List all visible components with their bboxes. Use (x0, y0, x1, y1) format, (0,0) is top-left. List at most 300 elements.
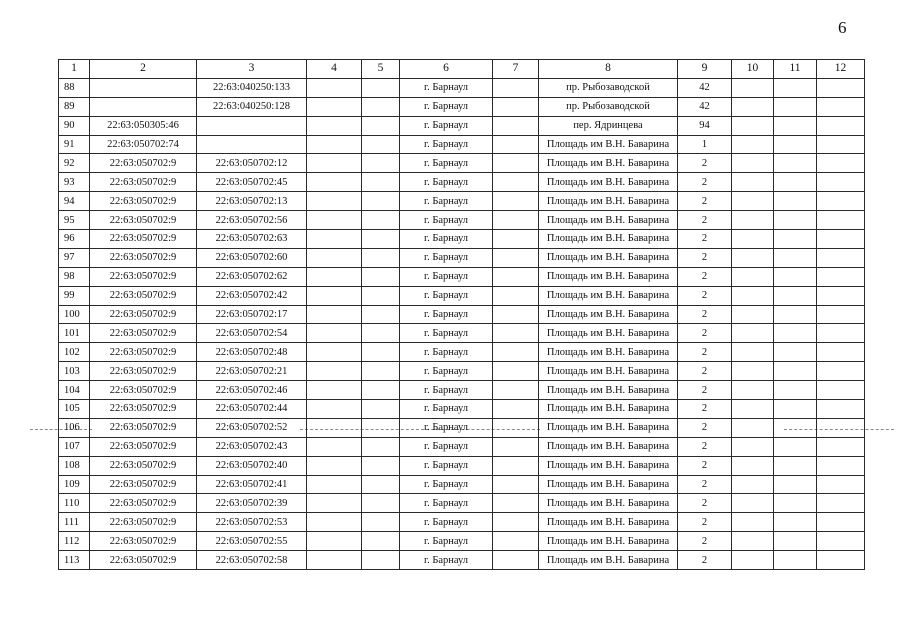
column-header-3: 3 (197, 60, 307, 79)
cell-col-12 (817, 343, 865, 362)
cell-col-12 (817, 305, 865, 324)
cell-col-5 (362, 97, 400, 116)
cell-col-9: 2 (678, 173, 732, 192)
cell-col-6: г. Барнаул (400, 211, 493, 230)
cell-col-9: 2 (678, 343, 732, 362)
column-header-11: 11 (774, 60, 817, 79)
cell-col-3: 22:63:050702:63 (197, 230, 307, 249)
cell-col-4 (307, 551, 362, 570)
cell-col-9: 2 (678, 267, 732, 286)
cell-col-3: 22:63:050702:56 (197, 211, 307, 230)
cell-col-10 (732, 154, 774, 173)
cell-col-1: 103 (59, 362, 90, 381)
cell-col-1: 108 (59, 456, 90, 475)
cell-col-1: 88 (59, 78, 90, 97)
cell-col-7 (493, 154, 539, 173)
cell-col-6: г. Барнаул (400, 475, 493, 494)
cell-col-9: 2 (678, 248, 732, 267)
cell-col-4 (307, 400, 362, 419)
cell-col-9: 42 (678, 78, 732, 97)
cell-col-2: 22:63:050702:9 (90, 211, 197, 230)
cell-col-1: 107 (59, 437, 90, 456)
cell-col-7 (493, 324, 539, 343)
cell-col-12 (817, 154, 865, 173)
cell-col-11 (774, 211, 817, 230)
cell-col-3: 22:63:050702:48 (197, 343, 307, 362)
cell-col-3: 22:63:050702:41 (197, 475, 307, 494)
cell-col-4 (307, 173, 362, 192)
cell-col-3: 22:63:040250:128 (197, 97, 307, 116)
cell-col-12 (817, 551, 865, 570)
cell-col-9: 2 (678, 305, 732, 324)
cell-col-5 (362, 116, 400, 135)
cell-col-4 (307, 494, 362, 513)
cell-col-8: Площадь им В.Н. Баварина (539, 211, 678, 230)
cell-col-3 (197, 116, 307, 135)
cell-col-1: 105 (59, 400, 90, 419)
cell-col-7 (493, 305, 539, 324)
table-row (59, 400, 865, 419)
cell-col-2: 22:63:050702:9 (90, 192, 197, 211)
cell-col-6: г. Барнаул (400, 230, 493, 249)
column-header-2: 2 (90, 60, 197, 79)
cell-col-6: г. Барнаул (400, 267, 493, 286)
cell-col-3: 22:63:050702:53 (197, 513, 307, 532)
cell-col-8: Площадь им В.Н. Баварина (539, 135, 678, 154)
cell-col-3: 22:63:050702:39 (197, 494, 307, 513)
cell-col-7 (493, 78, 539, 97)
cell-col-5 (362, 532, 400, 551)
cell-col-6: г. Барнаул (400, 135, 493, 154)
cell-col-9: 2 (678, 362, 732, 381)
cell-col-4 (307, 343, 362, 362)
cell-col-10 (732, 230, 774, 249)
cell-col-2: 22:63:050702:9 (90, 494, 197, 513)
cell-col-5 (362, 362, 400, 381)
table-row (59, 381, 865, 400)
cell-col-8: Площадь им В.Н. Баварина (539, 154, 678, 173)
cell-col-11 (774, 324, 817, 343)
cell-col-9: 2 (678, 437, 732, 456)
cell-col-10 (732, 513, 774, 532)
cell-col-3: 22:63:040250:133 (197, 78, 307, 97)
cell-col-1: 109 (59, 475, 90, 494)
cell-col-10 (732, 551, 774, 570)
cell-col-6: г. Барнаул (400, 362, 493, 381)
page-number: 6 (838, 18, 847, 37)
cell-col-5 (362, 135, 400, 154)
cell-col-5 (362, 494, 400, 513)
cell-col-10 (732, 305, 774, 324)
cell-col-10 (732, 418, 774, 437)
cell-col-1: 90 (59, 116, 90, 135)
cell-col-8: Площадь им В.Н. Баварина (539, 513, 678, 532)
cell-col-5 (362, 456, 400, 475)
table-row (59, 305, 865, 324)
cell-col-2: 22:63:050702:9 (90, 532, 197, 551)
cell-col-10 (732, 362, 774, 381)
table-row (59, 513, 865, 532)
cell-col-4 (307, 324, 362, 343)
cell-col-5 (362, 305, 400, 324)
cell-col-7 (493, 456, 539, 475)
cell-col-5 (362, 267, 400, 286)
cell-col-4 (307, 418, 362, 437)
cell-col-7 (493, 513, 539, 532)
cell-col-4 (307, 532, 362, 551)
cell-col-3: 22:63:050702:58 (197, 551, 307, 570)
cell-col-2: 22:63:050702:74 (90, 135, 197, 154)
table-row (59, 494, 865, 513)
cell-col-2: 22:63:050702:9 (90, 456, 197, 475)
cell-col-7 (493, 230, 539, 249)
cell-col-10 (732, 173, 774, 192)
cell-col-12 (817, 513, 865, 532)
cell-col-2: 22:63:050702:9 (90, 343, 197, 362)
cell-col-3: 22:63:050702:12 (197, 154, 307, 173)
cell-col-12 (817, 248, 865, 267)
cell-col-12 (817, 532, 865, 551)
cell-col-6: г. Барнаул (400, 192, 493, 211)
cell-col-3: 22:63:050702:40 (197, 456, 307, 475)
cell-col-2: 22:63:050702:9 (90, 324, 197, 343)
cell-col-8: Площадь им В.Н. Баварина (539, 324, 678, 343)
cell-col-6: г. Барнаул (400, 532, 493, 551)
cell-col-11 (774, 135, 817, 154)
cell-col-7 (493, 400, 539, 419)
cell-col-6: г. Барнаул (400, 343, 493, 362)
column-header-8: 8 (539, 60, 678, 79)
cell-col-10 (732, 286, 774, 305)
cell-col-8: Площадь им В.Н. Баварина (539, 381, 678, 400)
cell-col-1: 95 (59, 211, 90, 230)
cell-col-12 (817, 135, 865, 154)
cell-col-4 (307, 381, 362, 400)
cell-col-1: 102 (59, 343, 90, 362)
cell-col-12 (817, 381, 865, 400)
cell-col-11 (774, 305, 817, 324)
cell-col-4 (307, 513, 362, 532)
cell-col-6: г. Барнаул (400, 248, 493, 267)
cell-col-5 (362, 343, 400, 362)
cell-col-4 (307, 135, 362, 154)
cell-col-6: г. Барнаул (400, 324, 493, 343)
cell-col-7 (493, 343, 539, 362)
cell-col-11 (774, 97, 817, 116)
cell-col-10 (732, 97, 774, 116)
cell-col-5 (362, 324, 400, 343)
table-row (59, 532, 865, 551)
cell-col-12 (817, 456, 865, 475)
cell-col-11 (774, 286, 817, 305)
cell-col-11 (774, 78, 817, 97)
cell-col-1: 99 (59, 286, 90, 305)
cell-col-9: 2 (678, 154, 732, 173)
cell-col-6: г. Барнаул (400, 494, 493, 513)
cell-col-11 (774, 513, 817, 532)
table-row (59, 192, 865, 211)
cell-col-12 (817, 494, 865, 513)
table-row (59, 343, 865, 362)
cell-col-2 (90, 97, 197, 116)
cell-col-8: Площадь им В.Н. Баварина (539, 305, 678, 324)
column-header-10: 10 (732, 60, 774, 79)
cell-col-5 (362, 551, 400, 570)
cell-col-10 (732, 248, 774, 267)
cell-col-8: Площадь им В.Н. Баварина (539, 343, 678, 362)
cell-col-7 (493, 362, 539, 381)
table-row (59, 267, 865, 286)
cell-col-8: Площадь им В.Н. Баварина (539, 418, 678, 437)
cell-col-11 (774, 230, 817, 249)
cell-col-10 (732, 267, 774, 286)
cell-col-4 (307, 286, 362, 305)
cell-col-7 (493, 532, 539, 551)
cell-col-6: г. Барнаул (400, 381, 493, 400)
cell-col-9: 1 (678, 135, 732, 154)
cell-col-12 (817, 437, 865, 456)
cell-col-3: 22:63:050702:44 (197, 400, 307, 419)
cell-col-8: Площадь им В.Н. Баварина (539, 551, 678, 570)
cell-col-4 (307, 97, 362, 116)
cell-col-9: 2 (678, 192, 732, 211)
cell-col-12 (817, 286, 865, 305)
cell-col-4 (307, 475, 362, 494)
table-row (59, 362, 865, 381)
cell-col-2: 22:63:050702:9 (90, 381, 197, 400)
cell-col-9: 2 (678, 456, 732, 475)
cell-col-8: Площадь им В.Н. Баварина (539, 475, 678, 494)
cell-col-11 (774, 154, 817, 173)
cell-col-4 (307, 305, 362, 324)
cell-col-9: 2 (678, 324, 732, 343)
table-row (59, 154, 865, 173)
cell-col-5 (362, 211, 400, 230)
table-row (59, 97, 865, 116)
cell-col-12 (817, 324, 865, 343)
cell-col-12 (817, 362, 865, 381)
cell-col-1: 112 (59, 532, 90, 551)
cell-col-4 (307, 248, 362, 267)
column-header-7: 7 (493, 60, 539, 79)
cell-col-10 (732, 116, 774, 135)
cell-col-3: 22:63:050702:43 (197, 437, 307, 456)
column-header-9: 9 (678, 60, 732, 79)
cell-col-9: 2 (678, 230, 732, 249)
cell-col-1: 111 (59, 513, 90, 532)
cell-col-9: 2 (678, 381, 732, 400)
cell-col-4 (307, 154, 362, 173)
cell-col-12 (817, 475, 865, 494)
cell-col-8: пр. Рыбозаводской (539, 97, 678, 116)
cell-col-1: 96 (59, 230, 90, 249)
cell-col-2: 22:63:050702:9 (90, 248, 197, 267)
column-header-12: 12 (817, 60, 865, 79)
cell-col-11 (774, 381, 817, 400)
cell-col-7 (493, 97, 539, 116)
cell-col-12 (817, 173, 865, 192)
cell-col-2: 22:63:050702:9 (90, 437, 197, 456)
cell-col-7 (493, 211, 539, 230)
cell-col-12 (817, 400, 865, 419)
cell-col-1: 94 (59, 192, 90, 211)
cell-col-9: 2 (678, 475, 732, 494)
cell-col-4 (307, 267, 362, 286)
cell-col-6: г. Барнаул (400, 400, 493, 419)
cell-col-12 (817, 192, 865, 211)
cell-col-4 (307, 116, 362, 135)
table-row (59, 211, 865, 230)
cell-col-11 (774, 475, 817, 494)
table-row (59, 324, 865, 343)
cell-col-7 (493, 551, 539, 570)
cell-col-1: 98 (59, 267, 90, 286)
cell-col-1: 110 (59, 494, 90, 513)
column-header-4: 4 (307, 60, 362, 79)
column-header-6: 6 (400, 60, 493, 79)
cell-col-6: г. Барнаул (400, 286, 493, 305)
cell-col-7 (493, 475, 539, 494)
cell-col-3: 22:63:050702:17 (197, 305, 307, 324)
cell-col-3: 22:63:050702:55 (197, 532, 307, 551)
cell-col-10 (732, 211, 774, 230)
table-row (59, 135, 865, 154)
cell-col-9: 2 (678, 532, 732, 551)
cell-col-2: 22:63:050702:9 (90, 154, 197, 173)
table-row (59, 230, 865, 249)
cell-col-1: 104 (59, 381, 90, 400)
cell-col-5 (362, 192, 400, 211)
cell-col-10 (732, 437, 774, 456)
cell-col-6: г. Барнаул (400, 154, 493, 173)
cell-col-1: 93 (59, 173, 90, 192)
cell-col-11 (774, 494, 817, 513)
cell-col-7 (493, 135, 539, 154)
cell-col-2: 22:63:050702:9 (90, 267, 197, 286)
cell-col-2: 22:63:050702:9 (90, 475, 197, 494)
cell-col-7 (493, 286, 539, 305)
cell-col-9: 2 (678, 400, 732, 419)
cell-col-11 (774, 456, 817, 475)
cell-col-8: Площадь им В.Н. Баварина (539, 173, 678, 192)
cell-col-4 (307, 78, 362, 97)
cell-col-7 (493, 116, 539, 135)
cell-col-4 (307, 437, 362, 456)
cell-col-5 (362, 381, 400, 400)
cell-col-3: 22:63:050702:45 (197, 173, 307, 192)
cell-col-8: Площадь им В.Н. Баварина (539, 437, 678, 456)
cell-col-6: г. Барнаул (400, 97, 493, 116)
cell-col-6: г. Барнаул (400, 456, 493, 475)
cell-col-1: 101 (59, 324, 90, 343)
cell-col-5 (362, 173, 400, 192)
table-body (59, 78, 865, 569)
cell-col-4 (307, 362, 362, 381)
cell-col-5 (362, 248, 400, 267)
cell-col-6: г. Барнаул (400, 551, 493, 570)
cell-col-10 (732, 456, 774, 475)
table-row (59, 437, 865, 456)
cell-col-5 (362, 286, 400, 305)
cell-col-9: 42 (678, 97, 732, 116)
cell-col-3: 22:63:050702:21 (197, 362, 307, 381)
cell-col-8: Площадь им В.Н. Баварина (539, 400, 678, 419)
cell-col-8: Площадь им В.Н. Баварина (539, 456, 678, 475)
header-row (59, 60, 865, 79)
cell-col-10 (732, 135, 774, 154)
cell-col-7 (493, 173, 539, 192)
cell-col-11 (774, 116, 817, 135)
cell-col-4 (307, 456, 362, 475)
cell-col-11 (774, 173, 817, 192)
cell-col-1: 91 (59, 135, 90, 154)
cell-col-6: г. Барнаул (400, 437, 493, 456)
cell-col-6: г. Барнаул (400, 305, 493, 324)
cell-col-7 (493, 248, 539, 267)
cell-col-10 (732, 475, 774, 494)
cell-col-3: 22:63:050702:52 (197, 418, 307, 437)
register-table (58, 59, 865, 570)
cell-col-5 (362, 78, 400, 97)
table-row (59, 456, 865, 475)
cell-col-3: 22:63:050702:62 (197, 267, 307, 286)
cell-col-1: 89 (59, 97, 90, 116)
cell-col-2: 22:63:050702:9 (90, 551, 197, 570)
table-row (59, 475, 865, 494)
cell-col-6: г. Барнаул (400, 513, 493, 532)
cell-col-2: 22:63:050702:9 (90, 173, 197, 192)
table-row (59, 116, 865, 135)
cell-col-6: г. Барнаул (400, 116, 493, 135)
cell-col-6: г. Барнаул (400, 418, 493, 437)
cell-col-11 (774, 400, 817, 419)
cell-col-3: 22:63:050702:13 (197, 192, 307, 211)
cell-col-11 (774, 267, 817, 286)
cell-col-5 (362, 513, 400, 532)
cell-col-2: 22:63:050305:46 (90, 116, 197, 135)
cell-col-4 (307, 211, 362, 230)
table-header (59, 60, 865, 79)
cell-col-8: Площадь им В.Н. Баварина (539, 192, 678, 211)
cell-col-1: 92 (59, 154, 90, 173)
cell-col-10 (732, 324, 774, 343)
cell-col-9: 2 (678, 513, 732, 532)
table-row (59, 248, 865, 267)
cell-col-3: 22:63:050702:54 (197, 324, 307, 343)
cell-col-5 (362, 400, 400, 419)
cell-col-8: Площадь им В.Н. Баварина (539, 362, 678, 381)
cell-col-8: Площадь им В.Н. Баварина (539, 286, 678, 305)
cell-col-6: г. Барнаул (400, 78, 493, 97)
cell-col-7 (493, 267, 539, 286)
cell-col-2 (90, 78, 197, 97)
column-header-5: 5 (362, 60, 400, 79)
cell-col-3: 22:63:050702:42 (197, 286, 307, 305)
cell-col-1: 97 (59, 248, 90, 267)
cell-col-3 (197, 135, 307, 154)
cell-col-6: г. Барнаул (400, 173, 493, 192)
cell-col-2: 22:63:050702:9 (90, 513, 197, 532)
cell-col-7 (493, 381, 539, 400)
cell-col-8: Площадь им В.Н. Баварина (539, 230, 678, 249)
cell-col-5 (362, 418, 400, 437)
cell-col-10 (732, 343, 774, 362)
cell-col-11 (774, 437, 817, 456)
cell-col-12 (817, 78, 865, 97)
cell-col-7 (493, 494, 539, 513)
cell-col-11 (774, 551, 817, 570)
cell-col-1: 106 (59, 418, 90, 437)
